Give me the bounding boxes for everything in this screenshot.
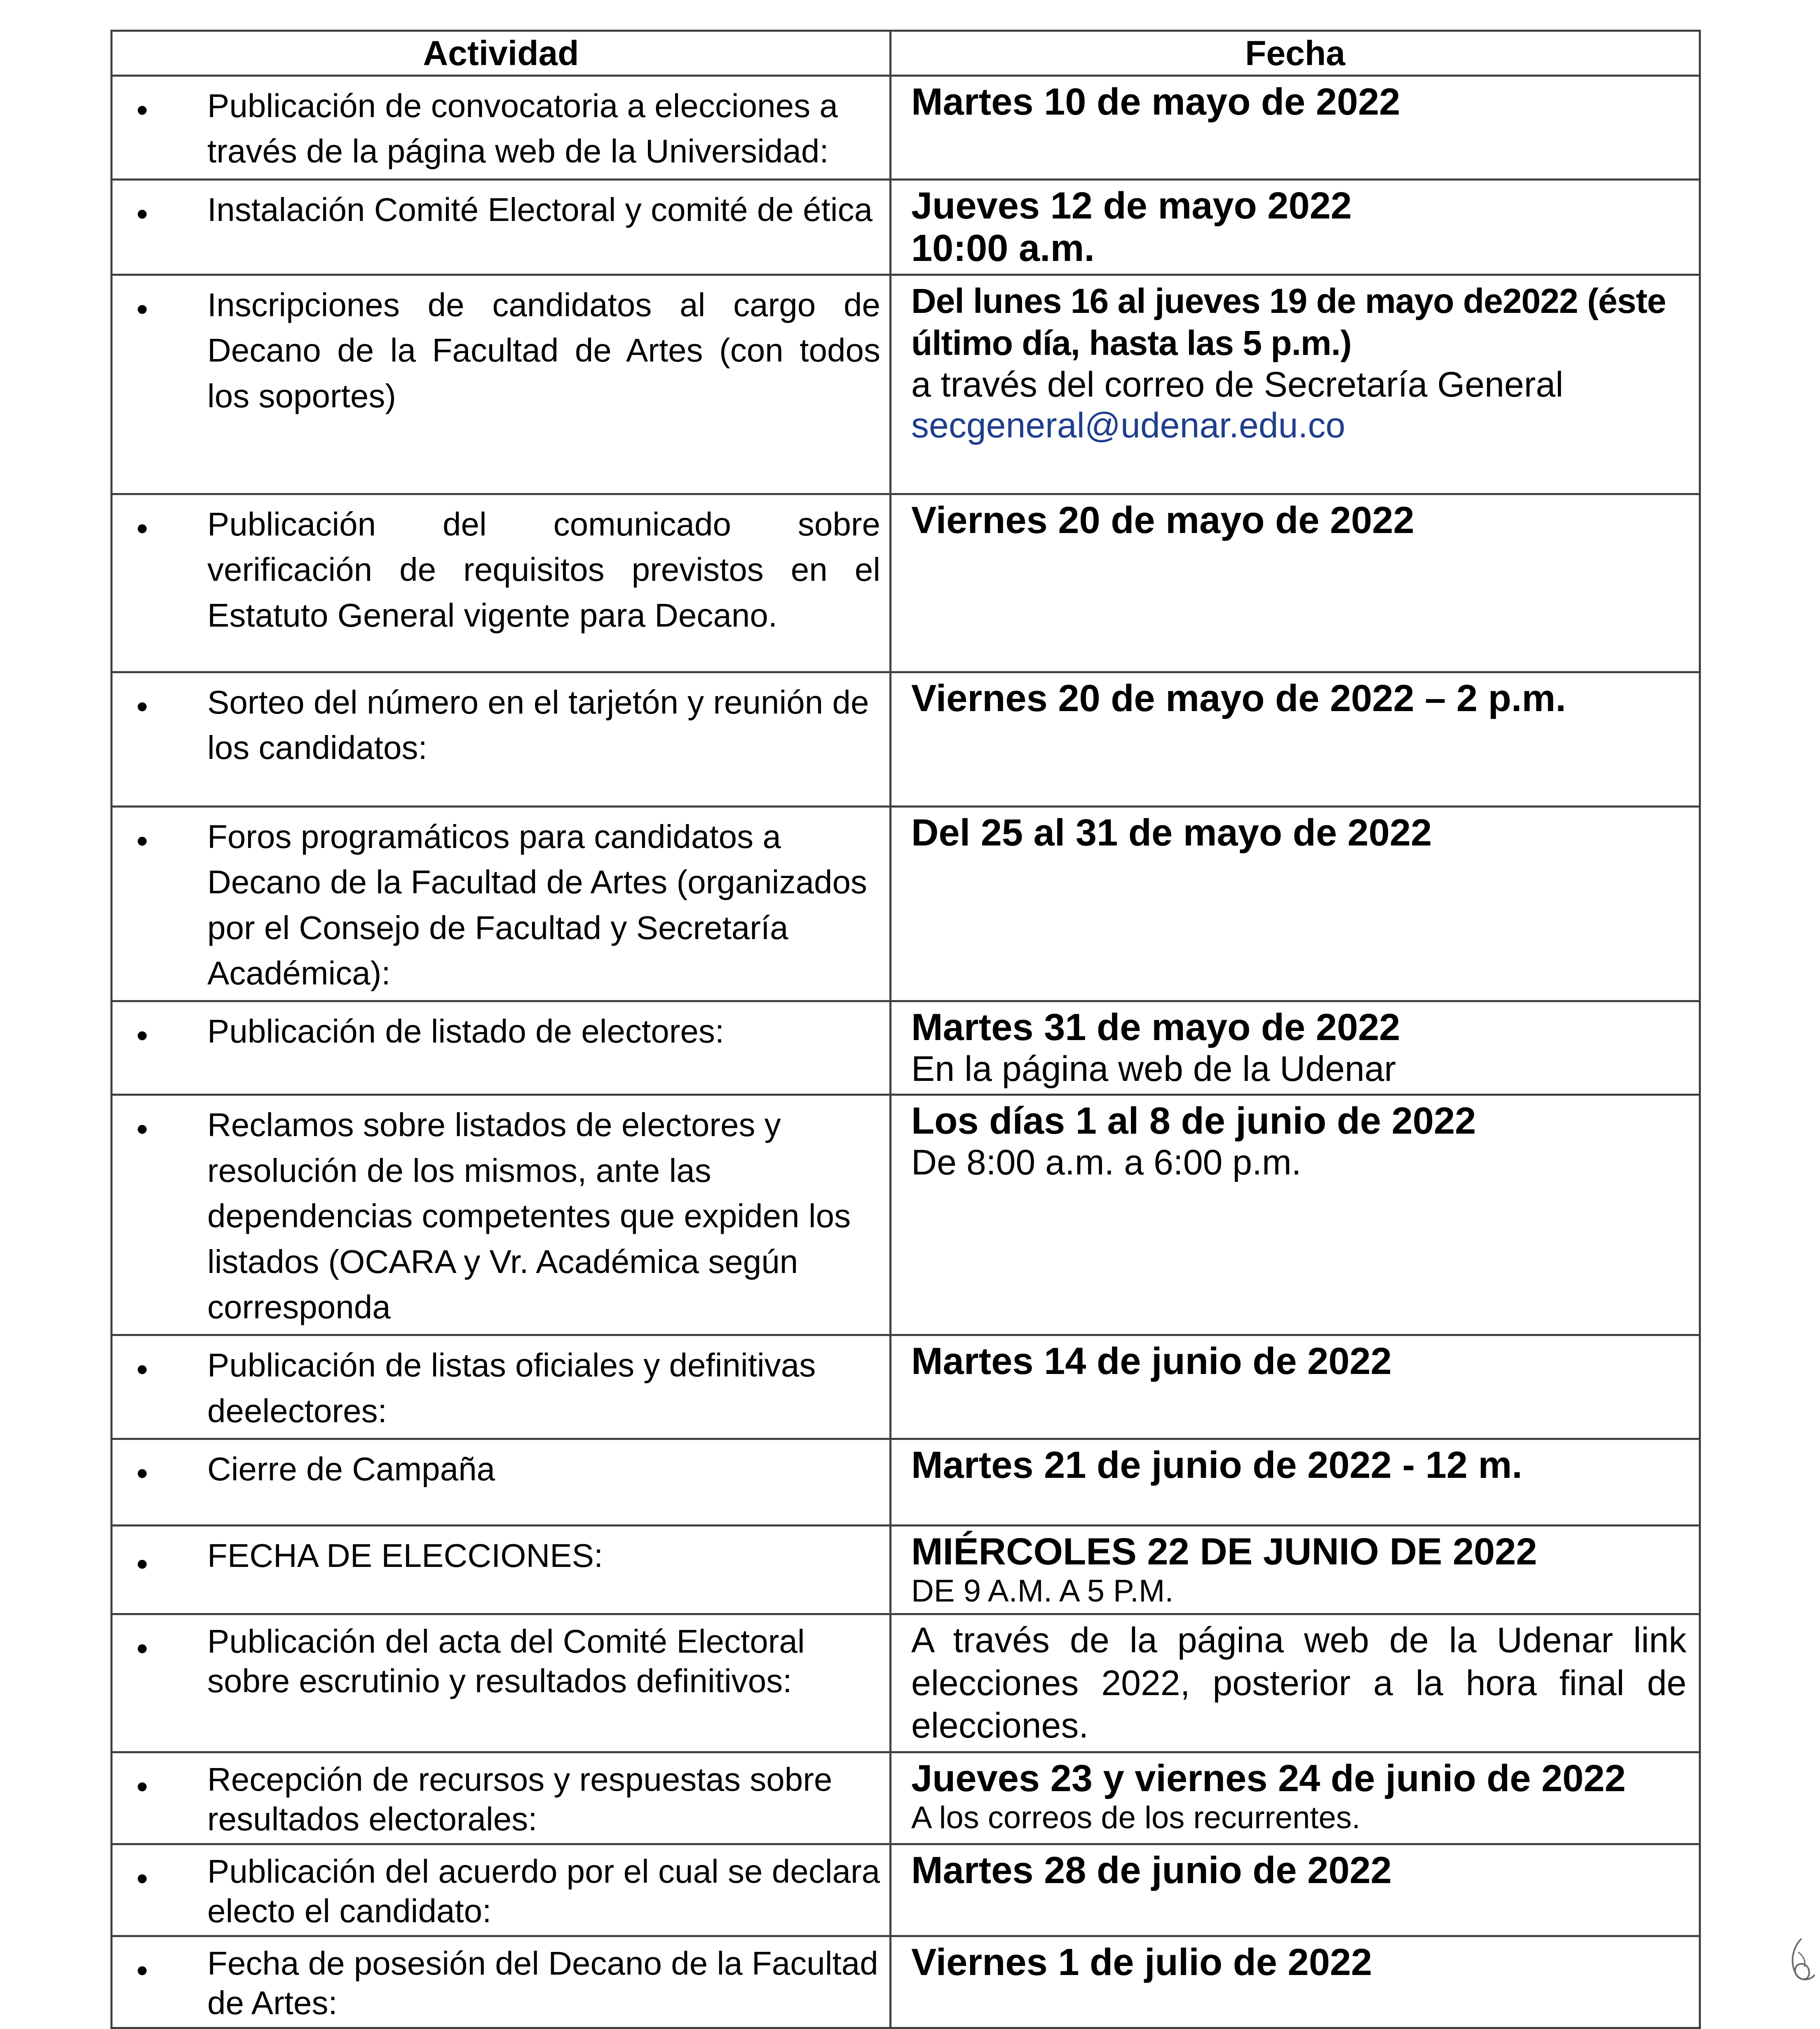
activity-cell: [112, 1936, 891, 2028]
date-cell: [891, 1936, 1700, 2028]
activity-cell: [112, 1095, 891, 1335]
table-row: [112, 179, 1700, 275]
activity-cell: [112, 1335, 891, 1439]
date-cell: [891, 1001, 1700, 1095]
date-cell: [891, 1844, 1700, 1936]
activity-text: Publicación del acta del Comité Electoral sobre escrutinio y resultados definitivos:: [207, 1623, 805, 1700]
table-row: [112, 1752, 1700, 1844]
table-header-row: [112, 31, 1700, 76]
bullet-icon: •: [136, 1768, 148, 1805]
activity-cell: [112, 1526, 891, 1614]
bullet-icon: •: [136, 290, 148, 327]
activity-cell: [112, 1614, 891, 1752]
header-activity: Actividad: [112, 31, 891, 76]
date-cell: [891, 1439, 1700, 1526]
table-row: [112, 76, 1700, 180]
bullet-icon: •: [136, 822, 148, 859]
table-row: [112, 1614, 1700, 1752]
activity-cell: [112, 672, 891, 806]
date-cell: [891, 1526, 1700, 1614]
bullet-icon: •: [136, 92, 148, 128]
date-cell: [891, 672, 1700, 806]
bullet-icon: •: [136, 1952, 148, 1989]
table-row: [112, 672, 1700, 806]
activity-cell: [112, 1844, 891, 1936]
date-cell: [891, 1095, 1700, 1335]
activity-text: Foros programáticos para candidatos a Decano de la Facultad de Artes (organizados por el Consejo de Facultad y Secretaría Académica):: [207, 818, 867, 992]
table-row: [112, 1936, 1700, 2028]
date-text: Martes 21 de junio de 2022 - 12 m.: [911, 1444, 1522, 1487]
table-row: [112, 275, 1700, 494]
date-cell: [891, 275, 1700, 494]
date-text: Martes 28 de junio de 2022: [911, 1849, 1392, 1892]
date-text: MIÉRCOLES 22 DE JUNIO DE 2022: [911, 1531, 1537, 1573]
activity-cell: [112, 1001, 891, 1095]
activity-cell: [112, 494, 891, 672]
activity-cell: [112, 1439, 891, 1526]
date-text: Los días 1 al 8 de junio de 2022: [911, 1100, 1476, 1142]
activity-cell: [112, 76, 891, 180]
activity-cell: [112, 179, 891, 275]
date-cell: [891, 1752, 1700, 1844]
table-row: [112, 1095, 1700, 1335]
activity-text: Publicación del comunicado sobre verificación de requisitos previstos en el Estatuto General vigente para Decano.: [207, 505, 880, 634]
date-text: Viernes 20 de mayo de 2022 – 2 p.m.: [911, 677, 1566, 719]
bullet-icon: •: [136, 1545, 148, 1583]
bullet-icon: •: [136, 1017, 148, 1054]
activity-text: Cierre de Campaña: [207, 1451, 495, 1488]
activity-text: Fecha de posesión del Decano de la Facultad de Artes:: [207, 1945, 878, 2022]
header-date: Fecha: [891, 31, 1700, 76]
date-cell: [891, 806, 1700, 1001]
table-row: [112, 1844, 1700, 1936]
election-schedule-table: [110, 30, 1701, 2029]
date-text: Del lunes 16 al jueves 19 de mayo de2022 (éste último día, hasta las 5 p.m.): [911, 281, 1666, 363]
bullet-icon: •: [136, 1860, 148, 1897]
date-cell: [891, 179, 1700, 275]
bullet-icon: •: [136, 1630, 148, 1667]
date-text: Viernes 1 de julio de 2022: [911, 1941, 1372, 1984]
activity-text: Sorteo del número en el tarjetón y reunión de los candidatos:: [207, 683, 869, 766]
date-text: Martes 14 de junio de 2022: [911, 1340, 1392, 1383]
activity-cell: [112, 806, 891, 1001]
activity-text: Publicación de convocatoria a elecciones a través de la página web de la Universidad:: [207, 87, 838, 170]
bullet-icon: •: [136, 510, 148, 547]
activity-text: Publicación de listas oficiales y definitivas deelectores:: [207, 1347, 816, 1429]
table-row: [112, 1335, 1700, 1439]
activity-text: Publicación del acuerdo por el cual se declara electo el candidato:: [207, 1853, 880, 1930]
activity-text: Instalación Comité Electoral y comité de ética: [207, 191, 873, 228]
time-text: DE 9 A.M. A 5 P.M.: [911, 1573, 1174, 1609]
date-note: A través de la página web de la Udenar link elecciones 2022, posterior a la hora final de elecciones.: [911, 1620, 1686, 1745]
activity-text: Reclamos sobre listados de electores y resolución de los mismos, ante las dependencias competentes que expiden los listados (OCARA y Vr. Académica según corresponda: [207, 1106, 851, 1325]
activity-cell: [112, 275, 891, 494]
bullet-icon: •: [136, 1351, 148, 1388]
activity-text: Inscripciones de candidatos al cargo de Decano de la Facultad de Artes (con todos los soportes): [207, 286, 880, 414]
email-link[interactable]: secgeneral@udenar.edu.co: [911, 405, 1346, 445]
activity-text: Recepción de recursos y respuestas sobre resultados electorales:: [207, 1761, 833, 1838]
time-text: De 8:00 a.m. a 6:00 p.m.: [911, 1143, 1302, 1183]
table-row: [112, 1439, 1700, 1526]
activity-cell: [112, 1752, 891, 1844]
date-note: En la página web de la Udenar: [911, 1049, 1396, 1089]
activity-text: FECHA DE ELECCIONES:: [207, 1537, 603, 1574]
bullet-icon: •: [136, 1455, 148, 1492]
date-text: Jueves 12 de mayo 2022: [911, 184, 1352, 227]
date-cell: [891, 1614, 1700, 1752]
signature-mark-icon: [1785, 1936, 1818, 1985]
bullet-icon: •: [136, 1111, 148, 1148]
table-row: [112, 1526, 1700, 1614]
date-note: A los correos de los recurrentes.: [911, 1800, 1360, 1836]
date-cell: [891, 494, 1700, 672]
bullet-icon: •: [136, 688, 148, 725]
date-cell: [891, 76, 1700, 180]
bullet-icon: •: [136, 195, 148, 232]
date-cell: [891, 1335, 1700, 1439]
time-text: 10:00 a.m.: [911, 227, 1095, 269]
date-text: Jueves 23 y viernes 24 de junio de 2022: [911, 1757, 1626, 1800]
date-text: Viernes 20 de mayo de 2022: [911, 499, 1414, 541]
activity-text: Publicación de listado de electores:: [207, 1013, 725, 1050]
table-row: [112, 806, 1700, 1001]
date-note: a través del correo de Secretaría General: [911, 364, 1564, 404]
date-text: Martes 10 de mayo de 2022: [911, 81, 1400, 123]
table-row: [112, 1001, 1700, 1095]
table-row: [112, 494, 1700, 672]
date-text: Del 25 al 31 de mayo de 2022: [911, 811, 1432, 854]
date-text: Martes 31 de mayo de 2022: [911, 1006, 1400, 1049]
